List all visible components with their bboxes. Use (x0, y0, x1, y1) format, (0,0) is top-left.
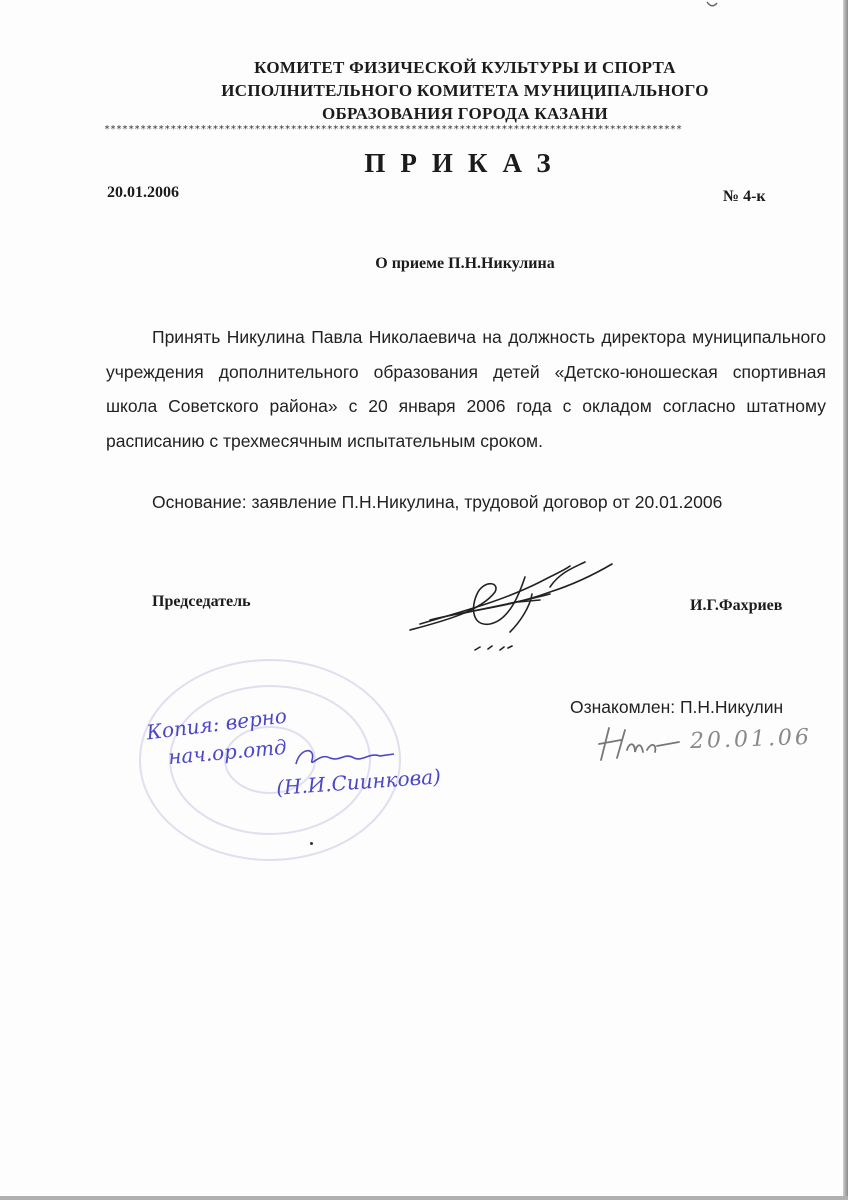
scan-edge (843, 0, 848, 1200)
page-title: ПРИКАЗ (364, 148, 566, 178)
copy-certification-line-2: нач.ор.отд (167, 734, 288, 770)
order-date: 20.01.2006 (107, 184, 179, 201)
header-line-1: КОМИТЕТ ФИЗИЧЕСКОЙ КУЛЬТУРЫ И СПОРТА (254, 58, 676, 77)
acquainted-date-handwritten: 20.01.06 (689, 724, 813, 755)
acquainted-line: Ознакомлен: П.Н.Никулин (570, 697, 784, 717)
acquainted-signature (595, 722, 685, 767)
order-basis: Основание: заявление П.Н.Никулина, трудовой договор от 20.01.2006 (152, 492, 723, 512)
scan-speck (705, 0, 719, 10)
order-subject: О приеме П.Н.Никулина (375, 255, 555, 272)
scan-speck (310, 842, 313, 845)
header-separator: ************************************************************************************************ (104, 124, 682, 135)
chair-signature (400, 552, 630, 662)
order-body: Принять Никулина Павла Николаевича на должность директора муниципального учреждения дополнительного образования детей «Детско-юношеская спортивная школа Советского района» с 20 января 2006 года с окладом согласно штатному расписанию с трехмесячным испытательным сроком. (106, 327, 826, 451)
scan-edge-bottom (0, 1196, 848, 1200)
chair-label: Председатель (152, 593, 251, 610)
copy-certification-line-1: Копия: верно (145, 703, 289, 745)
header-line-2: ИСПОЛНИТЕЛЬНОГО КОМИТЕТА МУНИЦИПАЛЬНОГО (221, 81, 709, 100)
header-line-3: ОБРАЗОВАНИЯ ГОРОДА КАЗАНИ (321, 104, 609, 123)
order-number: № 4-к (723, 188, 766, 205)
copy-certification-line-3: (Н.И.Сиинкова) (275, 764, 442, 800)
chair-name: И.Г.Фахриев (690, 597, 783, 614)
